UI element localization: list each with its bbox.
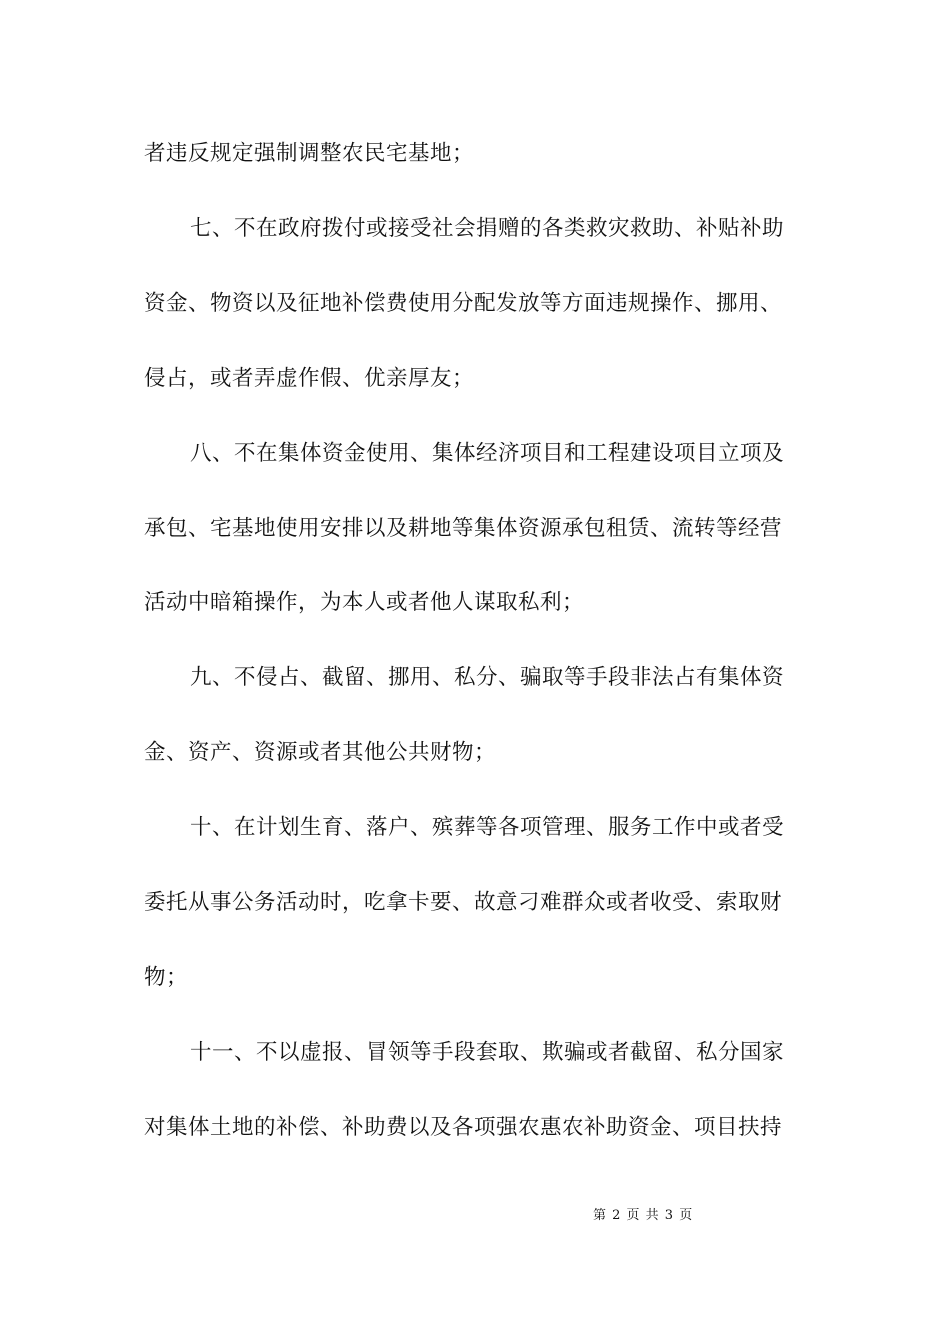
text-line-9: 金、资产、资源或者其他公共财物； (144, 740, 497, 765)
text-line-13: 十一、不以虚报、冒领等手段套取、欺骗或者截留、私分国家 (190, 1040, 785, 1065)
text-line-5: 八、不在集体资金使用、集体经济项目和工程建设项目立项及 (190, 441, 785, 466)
page-number-footer: 第 2 页 共 3 页 (593, 1208, 694, 1223)
text-line-8: 九、不侵占、截留、挪用、私分、骗取等手段非法占有集体资 (190, 665, 785, 690)
text-line-10: 十、在计划生育、落户、殡葬等各项管理、服务工作中或者受 (190, 815, 785, 840)
text-line-3: 资金、物资以及征地补偿费使用分配发放等方面违规操作、挪用、 (144, 291, 783, 316)
text-line-2: 七、不在政府拨付或接受社会捐赠的各类救灾救助、补贴补助 (190, 216, 785, 241)
text-line-6: 承包、宅基地使用安排以及耕地等集体资源承包租赁、流转等经营 (144, 516, 783, 541)
text-line-12: 物； (144, 965, 189, 990)
text-line-7: 活动中暗箱操作，为本人或者他人谋取私利； (144, 590, 585, 615)
text-line-1: 者违反规定强制调整农民宅基地； (144, 141, 475, 166)
text-line-11: 委托从事公务活动时，吃拿卡要、故意刁难群众或者收受、索取财 (144, 890, 783, 915)
text-line-14: 对集体土地的补偿、补助费以及各项强农惠农补助资金、项目扶持 (144, 1115, 783, 1140)
text-line-4: 侵占，或者弄虚作假、优亲厚友； (144, 366, 475, 391)
